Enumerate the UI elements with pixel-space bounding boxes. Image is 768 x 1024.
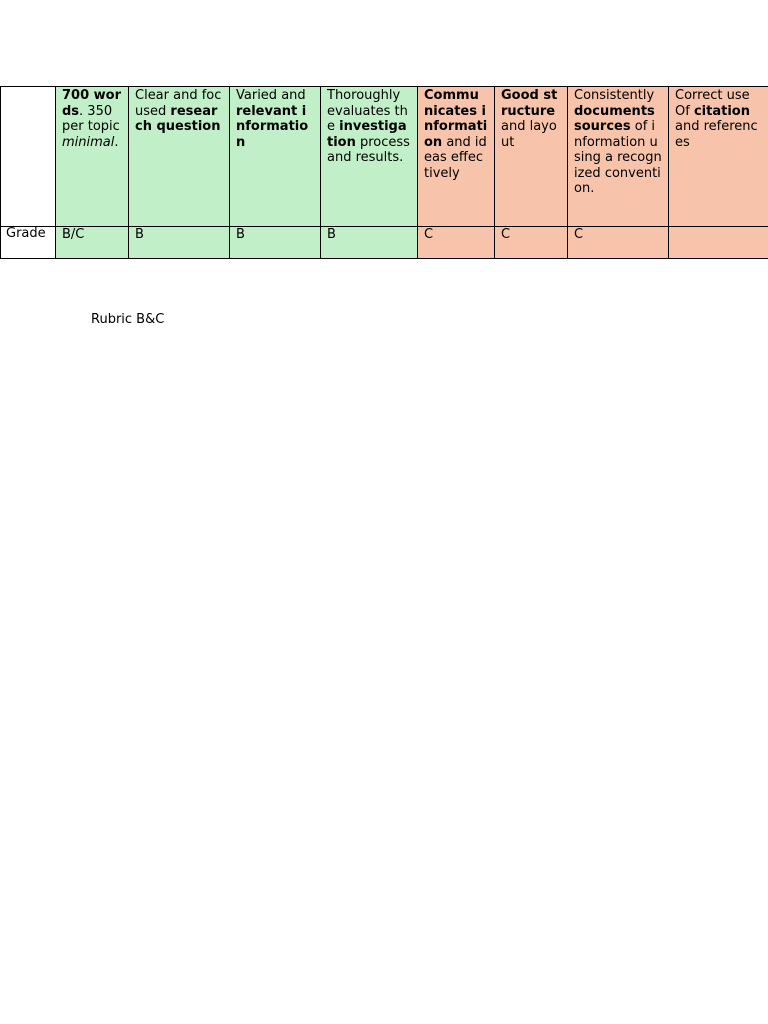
rubric-caption: Rubric B&C xyxy=(91,312,165,327)
criterion-text: Varied and xyxy=(236,88,306,103)
criterion-cell xyxy=(669,87,768,227)
grade-row xyxy=(1,227,768,259)
grade-cell: B xyxy=(230,227,321,259)
criterion-text: documents sources xyxy=(574,103,655,134)
criterion-text: minimal xyxy=(62,134,115,150)
grade-cell: B xyxy=(321,227,418,259)
criterion-text: Clear and focused xyxy=(135,88,222,119)
rubric-table xyxy=(0,86,768,259)
criterion-cell xyxy=(568,87,669,227)
criterion-text: process and results. xyxy=(327,134,410,165)
criterion-cell xyxy=(56,87,129,227)
criterion-cell xyxy=(495,87,568,227)
criterion-text: . 350 per topic xyxy=(62,103,120,134)
grade-cell: B xyxy=(129,227,230,259)
criterion-cell xyxy=(321,87,418,227)
grade-cell: C xyxy=(495,227,568,259)
grade-label: Grade xyxy=(1,227,56,259)
corner-cell xyxy=(1,87,56,227)
criterion-text: Correct use Of xyxy=(675,88,750,119)
criterion-text: and layout xyxy=(501,119,557,150)
criterion-text: citation xyxy=(693,103,750,119)
criterion-text: and references xyxy=(675,119,758,150)
grade-cell: C xyxy=(568,227,669,259)
criterion-text: Communicates information xyxy=(424,88,488,150)
criterion-text: Consistently xyxy=(574,88,655,103)
grade-cell: C xyxy=(418,227,495,259)
criterion-text: Good structure xyxy=(501,88,558,119)
criterion-cell xyxy=(129,87,230,227)
criterion-text: of information using a recognized convention. xyxy=(574,119,662,196)
criterion-cell xyxy=(418,87,495,227)
criterion-text: and ideas effectively xyxy=(424,134,487,181)
criterion-text: investigation xyxy=(327,119,407,150)
grade-cell: B/C xyxy=(56,227,129,259)
criterion-cell xyxy=(230,87,321,227)
criterion-text: Thoroughly evaluates the xyxy=(327,88,408,134)
criterion-text: relevant information xyxy=(236,103,309,150)
criteria-row xyxy=(1,87,768,227)
criterion-text: research question xyxy=(135,103,221,134)
criterion-text: . xyxy=(114,134,119,150)
criterion-text: 700 words xyxy=(62,88,122,119)
grade-cell xyxy=(669,227,768,259)
